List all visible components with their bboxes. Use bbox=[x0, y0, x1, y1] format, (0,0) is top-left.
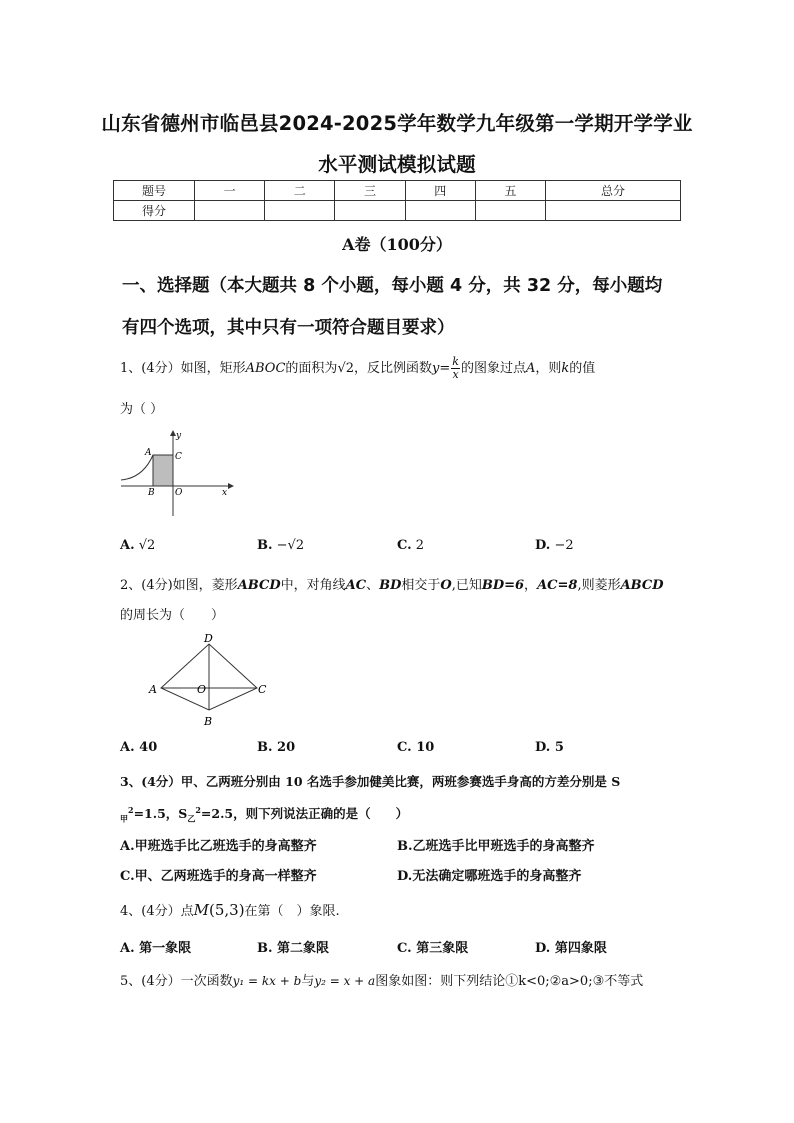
score-cell bbox=[195, 201, 265, 221]
q4-point: M bbox=[193, 901, 209, 919]
option-value: 无法确定哪班选手的身高整齐 bbox=[412, 869, 582, 884]
option-value: 第一象限 bbox=[139, 941, 192, 956]
q3-val1: =1.5，S bbox=[133, 806, 188, 821]
option-value: 5 bbox=[554, 740, 564, 755]
option-letter: C. bbox=[120, 869, 135, 884]
q2-label-c: C bbox=[258, 683, 267, 696]
q3-sub-jia: 甲 bbox=[120, 813, 128, 824]
q2-prefix: 2、(4分)如图，菱形 bbox=[120, 578, 238, 593]
option-value: 10 bbox=[416, 740, 435, 755]
q1-label-o: O bbox=[175, 488, 183, 498]
q5-f1: y₁ = kx + b bbox=[232, 974, 302, 988]
score-header-cell: 二 bbox=[265, 181, 335, 201]
q4-prefix: 4、(4分）点 bbox=[120, 904, 194, 919]
q2-label-a: A bbox=[149, 683, 157, 696]
q1-label-b: B bbox=[148, 488, 155, 498]
q2-comma: ， bbox=[524, 578, 538, 593]
q4-option-c bbox=[397, 937, 468, 956]
score-table-score-row bbox=[114, 201, 681, 221]
option-letter: B. bbox=[397, 839, 413, 854]
q4-option-b bbox=[257, 937, 329, 956]
score-header-cell: 总分 bbox=[546, 181, 681, 201]
exam-title-line1: 山东省德州市临邑县2024-2025学年数学九年级第一学期开学学业 bbox=[101, 112, 693, 135]
q1-label-a: A bbox=[145, 448, 152, 458]
option-letter: B. bbox=[257, 941, 273, 956]
option-letter: D. bbox=[397, 869, 413, 884]
option-value: −√2 bbox=[276, 538, 305, 553]
option-letter: C. bbox=[397, 538, 412, 553]
q5-suffix: 图象如图：则下列结论①k<0;②a>0;③不等式 bbox=[375, 974, 644, 989]
q2-option-c bbox=[397, 740, 434, 755]
q1-prefix: 1、(4分）如图，矩形 bbox=[120, 361, 246, 376]
q1-mid4: ，则 bbox=[535, 361, 562, 376]
q2-line2: 的周长为（ ） bbox=[120, 608, 225, 623]
q2-sep: 、 bbox=[366, 578, 380, 593]
q2-option-a bbox=[120, 740, 157, 755]
q5-mid: 与 bbox=[301, 974, 315, 989]
q1-label-y: y bbox=[176, 431, 182, 441]
q1-curve bbox=[121, 455, 153, 480]
option-value: √2 bbox=[138, 538, 156, 553]
part1-heading-line2: 有四个选项，其中只有一项符合题目要求） bbox=[122, 318, 455, 338]
score-cell bbox=[265, 201, 335, 221]
q2-bd: BD=6 bbox=[481, 578, 525, 593]
q1-option-d bbox=[535, 538, 574, 553]
score-row-label: 得分 bbox=[114, 201, 195, 221]
score-header-cell: 题号 bbox=[114, 181, 195, 201]
q3-option-b bbox=[397, 835, 595, 854]
option-value: 第二象限 bbox=[277, 941, 330, 956]
score-header-cell: 三 bbox=[335, 181, 405, 201]
score-cell bbox=[335, 201, 405, 221]
q1-figure bbox=[118, 428, 238, 520]
q2-stem bbox=[120, 574, 664, 593]
q4-stem bbox=[120, 900, 340, 919]
q2-mid: 中，对角线 bbox=[280, 578, 346, 593]
q5-f2: y₂ = x + a bbox=[314, 974, 376, 988]
option-letter: B. bbox=[257, 740, 273, 755]
q2-option-b bbox=[257, 740, 295, 755]
q5-stem bbox=[120, 970, 643, 989]
option-letter: A. bbox=[120, 941, 135, 956]
score-header-cell: 一 bbox=[195, 181, 265, 201]
q2-figure bbox=[146, 630, 286, 730]
option-value: 第三象限 bbox=[416, 941, 469, 956]
q1-x-arrow bbox=[228, 483, 234, 489]
option-letter: A. bbox=[120, 839, 135, 854]
option-letter: B. bbox=[257, 538, 273, 553]
q2-mid3: ,已知 bbox=[451, 578, 482, 593]
q1-stem bbox=[120, 356, 595, 382]
score-cell bbox=[546, 201, 681, 221]
q3-option-a bbox=[120, 835, 317, 854]
option-letter: D. bbox=[535, 538, 551, 553]
q1-option-a bbox=[120, 538, 155, 553]
q1-point: A bbox=[525, 361, 536, 376]
q1-mid2: ，反比例函数 bbox=[354, 361, 433, 376]
q1-suffix: 的值 bbox=[569, 361, 596, 376]
exam-title-line2: 水平测试模拟试题 bbox=[318, 153, 476, 176]
q1-var-k: k bbox=[561, 361, 570, 376]
q2-shape: ABCD bbox=[237, 578, 281, 593]
q1-area: √2 bbox=[337, 361, 354, 376]
score-cell bbox=[475, 201, 545, 221]
option-letter: D. bbox=[535, 740, 551, 755]
q1-rectangle bbox=[153, 455, 173, 486]
q2-center: O bbox=[440, 578, 452, 593]
q1-rect-name: ABOC bbox=[245, 361, 286, 376]
section-a-heading: A卷（100分） bbox=[342, 235, 452, 254]
q1-option-b bbox=[257, 538, 304, 553]
q1-frac-num: k bbox=[452, 355, 459, 368]
option-letter: A. bbox=[120, 538, 135, 553]
score-header-cell: 四 bbox=[405, 181, 475, 201]
q1-line2: 为（ ） bbox=[120, 402, 164, 417]
q2-label-o: O bbox=[197, 683, 207, 696]
q2-diag1: AC bbox=[345, 578, 367, 593]
q3-sup2: 2 bbox=[195, 804, 201, 815]
option-letter: C. bbox=[397, 941, 412, 956]
option-value: 乙班选手比甲班选手的身高整齐 bbox=[412, 839, 595, 854]
q1-func-y: y bbox=[432, 361, 440, 376]
q2-diag2: BD bbox=[379, 578, 402, 593]
q1-option-c bbox=[397, 538, 424, 553]
q3-line2 bbox=[120, 804, 408, 825]
option-letter: C. bbox=[397, 740, 412, 755]
q3-sub-yi: 乙 bbox=[187, 813, 196, 824]
q2-label-b: B bbox=[204, 715, 213, 728]
q3-line1: 3、(4分）甲、乙两班分别由 10 名选手参加健美比赛，两班参赛选手身高的方差分别是 S bbox=[120, 774, 621, 789]
score-table-header-row bbox=[114, 181, 681, 201]
q3-val2: =2.5，则下列说法正确的是（ ） bbox=[200, 806, 409, 821]
option-value: 20 bbox=[277, 740, 296, 755]
q2-mid4: ,则菱形 bbox=[577, 578, 621, 593]
option-value: −2 bbox=[554, 538, 574, 553]
option-value: 甲、乙两班选手的身高一样整齐 bbox=[134, 869, 317, 884]
part1-heading-line1: 一、选择题（本大题共 8 个小题，每小题 4 分，共 32 分，每小题均 bbox=[122, 276, 663, 296]
q2-mid2: 相交于 bbox=[401, 578, 441, 593]
q2-option-d bbox=[535, 740, 564, 755]
q4-option-a bbox=[120, 937, 191, 956]
option-value: 2 bbox=[415, 538, 425, 553]
score-header-cell: 五 bbox=[475, 181, 545, 201]
q1-fraction bbox=[451, 356, 460, 381]
q4-option-d bbox=[535, 937, 607, 956]
q3-sup1: 2 bbox=[128, 804, 134, 815]
q1-label-c: C bbox=[175, 452, 182, 462]
score-cell bbox=[405, 201, 475, 221]
q4-suffix: 在第（ ）象限. bbox=[244, 904, 340, 919]
score-table bbox=[113, 180, 681, 221]
q1-mid3: 的图象过点 bbox=[460, 361, 526, 376]
q2-label-d: D bbox=[204, 632, 213, 645]
option-value: 40 bbox=[139, 740, 158, 755]
q1-func-eq: = bbox=[439, 361, 451, 376]
option-value: 第四象限 bbox=[554, 941, 607, 956]
option-letter: A. bbox=[120, 740, 135, 755]
q1-frac-den: x bbox=[452, 368, 459, 381]
option-letter: D. bbox=[535, 941, 551, 956]
option-value: 甲班选手比乙班选手的身高整齐 bbox=[134, 839, 317, 854]
q1-mid: 的面积为 bbox=[285, 361, 338, 376]
q4-coords: (5,3) bbox=[208, 901, 245, 919]
q1-label-x: x bbox=[222, 488, 228, 498]
q3-option-d bbox=[397, 865, 581, 884]
q5-prefix: 5、(4分）一次函数 bbox=[120, 974, 233, 989]
q2-shape2: ABCD bbox=[620, 578, 664, 593]
q3-option-c bbox=[120, 865, 317, 884]
q2-ac: AC=8 bbox=[537, 578, 578, 593]
